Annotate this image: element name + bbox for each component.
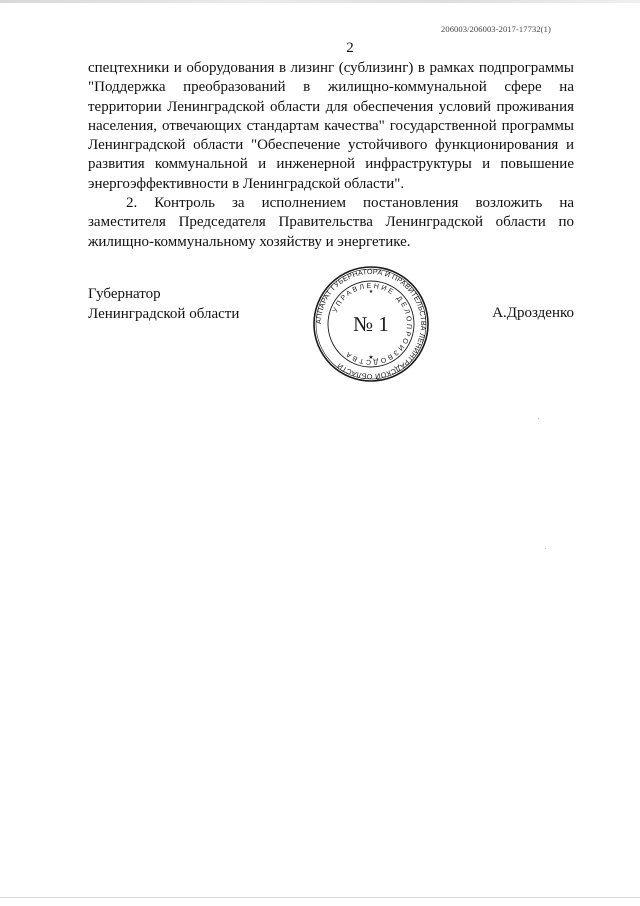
document-id: 206003/206003-2017-17732(1): [441, 24, 551, 34]
stamp-star-icon: ★: [368, 354, 374, 361]
scan-speck: [545, 548, 546, 549]
stamp-graphic: [312, 265, 430, 383]
stamp-inner-text: УПРАВЛЕНИЕ ДЕЛОПРОИЗВОДСТВА: [332, 282, 413, 366]
signatory-position-line-2: Ленинградской области: [88, 305, 240, 322]
body-paragraph-1: спецтехники и оборудования в лизинг (сублизинг) в рамках подпрограммы "Поддержка преобразований в жилищно-коммунальной сфере на территории Ленинградской области для обеспечения условий проживания населения, отвечающих стандартам качества" государственной программы Ленинградской области "Обеспечение устойчивого функционирования и развития коммунальной и инженерной инфраструктуры и повышение энергоэффективности в Ленинградской области".: [88, 60, 574, 192]
stamp-center-number: № 1: [353, 312, 389, 336]
body-paragraph-2: 2. Контроль за исполнением постановления возложить на заместителя Председателя Правительства Ленинградской области по жилищно-коммунальному хозяйству и энергетике.: [88, 195, 574, 250]
signatory-position-line-1: Губернатор: [88, 286, 161, 302]
stamp-outer-text: АППАРАТ ГУБЕРНАТОРА И ПРАВИТЕЛЬСТВА ЛЕНИНГРАДСКОЙ ОБЛАСТИ: [313, 266, 429, 382]
scan-speck: [538, 418, 539, 419]
official-seal-stamp: [312, 265, 430, 383]
stamp-top-star-icon: ★: [368, 289, 374, 295]
signatory-position: [88, 285, 239, 324]
scan-top-edge: [0, 0, 640, 3]
body-text: [88, 59, 574, 252]
signatory-name: А.Дрозденко: [492, 305, 574, 321]
page-number: 2: [346, 40, 354, 56]
